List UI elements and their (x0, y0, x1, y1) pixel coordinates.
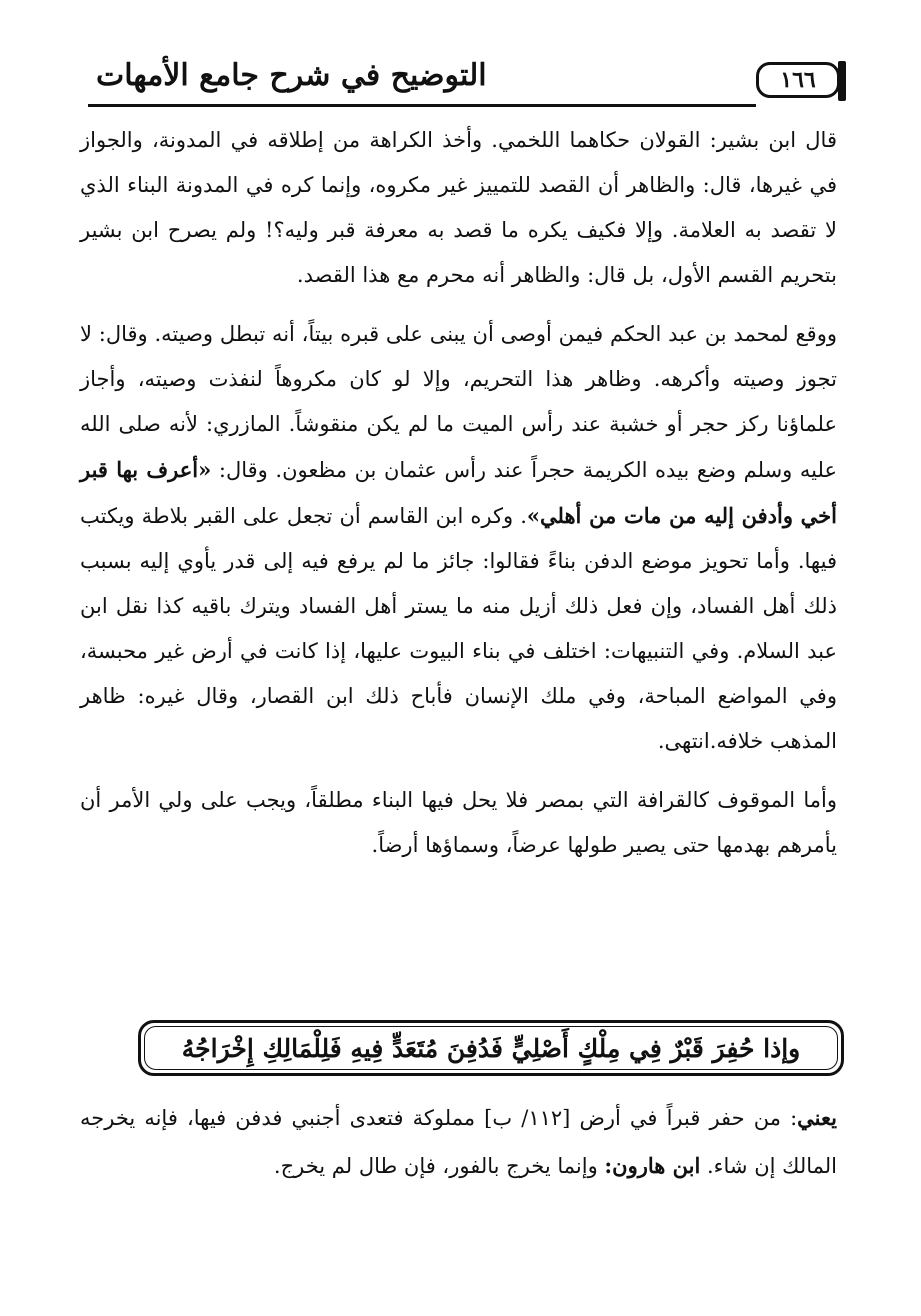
book-title: التوضيح في شرح جامع الأمهات (96, 58, 487, 93)
commentary-text-2: وإنما يخرج بالفور، فإن طال لم يخرج. (273, 1154, 605, 1178)
paragraph-2-text-b: . وكره ابن القاسم أن تجعل على القبر بلاطة ويكتب فيها. وأما تحويز موضع الدفن بناءً فقالوا: جائز ما لم يرفع فيه إلى قدر يأوي إليه بسبب ذلك أهل الفساد، وإن فعل ذلك أزيل منه ما يستر أهل الفساد ويترك باقيه كذا نقل ابن عبد السلام. وفي التنبيهات: اختلف في بناء البيوت عليها، إذا كانت في أرض غير محبسة، وفي المواضع المباحة، وفي ملك الإنسان فأباح ذلك ابن القصار، وقال غيره: ظاهر المذهب خلافه.انتهى. (80, 504, 837, 753)
main-text (80, 118, 837, 868)
paragraph-2-text-a: ووقع لمحمد بن عبد الحكم فيمن أوصى أن يبنى على قبره بيتاً، أنه تبطل وصيته. وقال: لا تجوز وصيته وأكرهه. وظاهر هذا التحريم، وإلا لو كان مكروهاً لنفذت وصيته، وأجاز علماؤنا ركز حجر أو خشبة عند رأس الميت ما لم يكن منقوشاً. المازري: لأنه صلى الله عليه وسلم وضع بيده الكريمة حجراً عند رأس عثمان بن مظعون. وقال: (80, 322, 837, 482)
matn-text: وإذا حُفِرَ قَبْرٌ فِي مِلْكٍ أَصْلِيٍّ فَدُفِنَ مُتَعَدٍّ فِيهِ فَلِلْمَالِكِ إِخْرَاجُهُ (181, 1033, 801, 1063)
commentary-text-1: : من حفر قبراً في أرض [١١٢/ ب] مملوكة فتعدى أجنبي فدفن فيها، فإنه يخرجه المالك إن شاء. (80, 1106, 837, 1178)
page-number: ١٦٦ (756, 62, 840, 98)
scholar-name: ابن هارون: (604, 1153, 701, 1178)
commentary-lead: يعني (797, 1105, 837, 1130)
page-header (88, 56, 840, 106)
matn-box (138, 1020, 844, 1076)
commentary-paragraph (80, 1094, 837, 1190)
hadith-quote: «أعرف بها قبر أخي وأدفن إليه من مات من أهلي» (80, 457, 837, 528)
paragraph-3: وأما الموقوف كالقرافة التي بمصر فلا يحل فيها البناء مطلقاً، ويجب على ولي الأمر أن يأمرهم بهدمها حتى يصير طولها عرضاً، وسماؤها أرضاً. (80, 788, 837, 857)
paragraph-1: قال ابن بشير: القولان حكاهما اللخمي. وأخذ الكراهة من إطلاقه في المدونة، والجواز في غيرها، قال: والظاهر أن القصد للتمييز غير مكروه، وإنما كره في المدونة البناء الذي لا تقصد به العلامة. وإلا فكيف يكره ما قصد به معرفة قبر وليه؟! ولم يصرح ابن بشير بتحريم القسم الأول، بل قال: والظاهر أنه محرم مع هذا القصد. (80, 128, 837, 287)
paragraph-2 (80, 312, 837, 764)
commentary (80, 1094, 837, 1190)
header-rule (88, 104, 756, 107)
